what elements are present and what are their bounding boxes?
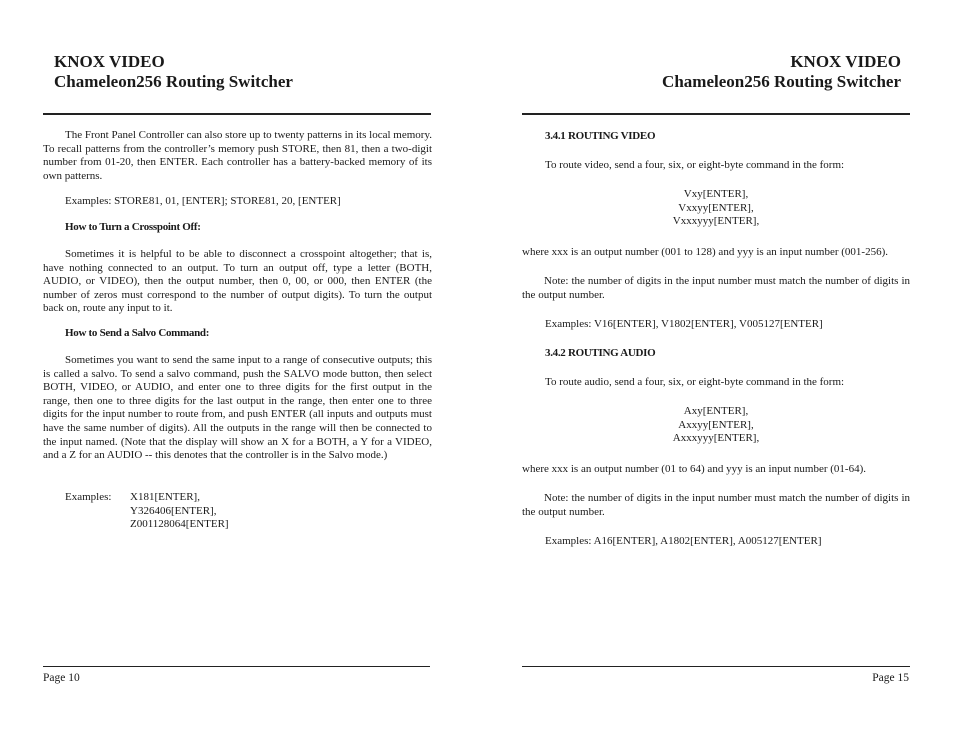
- routing-video-intro: To route video, send a four, six, or eight-byte command in the form:: [545, 159, 845, 171]
- salvo-examples: [65, 491, 431, 532]
- crosspoint-off-heading: How to Turn a Crosspoint Off:: [65, 221, 201, 233]
- routing-video-note: Note: the number of digits in the input number must match the number of digits in the output number.: [522, 275, 910, 301]
- routing-audio-where: where xxx is an output number (01 to 64) and yyy is an input number (01-64).: [522, 463, 866, 475]
- routing-audio-intro: To route audio, send a four, six, or eight-byte command in the form:: [545, 376, 845, 388]
- audio-command-form: Axy[ENTER],: [683, 405, 749, 417]
- right-page: [477, 0, 954, 738]
- crosspoint-off-paragraph: Sometimes it is helpful to be able to disconnect a crosspoint altogether; that is, have nothing connected to an output. To turn an output off, type a letter (BOTH, AUDIO, or VIDEO), then the output number, then 0, 00, or 000, then ENTER (the number of zeros must correspond to the number of output digits). To turn the output back on, route any input to it.: [43, 248, 432, 315]
- left-footer-rule: [43, 666, 430, 667]
- left-header: [54, 52, 293, 92]
- right-header: [662, 52, 901, 92]
- video-command-form: Vxxyy[ENTER],: [678, 201, 754, 214]
- right-header-rule: [522, 113, 910, 115]
- salvo-example-line: Z001128064[ENTER]: [130, 518, 229, 531]
- salvo-example-line: Y326406[ENTER],: [130, 504, 217, 517]
- audio-command-forms: [522, 405, 910, 446]
- right-footer-rule: [522, 666, 910, 667]
- salvo-paragraph: Sometimes you want to send the same input to a range of consecutive outputs; this is called a salvo. To send a salvo command, push the SALVO mode button, then select BOTH, VIDEO, or AUDIO, and enter one to three digits for the first output in the range, then one to three digits for the last output in the range, then enter one to three digits for the input number to route from, and push ENTER (all inputs and outputs must have the same number of digits). All the outputs in the range will then be connected to the input named. (Note that the display will show an X for a BOTH, a Y for a VIDEO, and a Z for an AUDIO -- this denotes that the controller is in the Salvo mode.): [43, 354, 432, 462]
- routing-audio-note: Note: the number of digits in the input number must match the number of digits in the output number.: [522, 492, 910, 518]
- video-command-form: Vxy[ENTER],: [683, 188, 749, 200]
- salvo-heading: How to Send a Salvo Command:: [65, 327, 210, 339]
- audio-command-form: Axxyy[ENTER],: [678, 418, 754, 431]
- video-command-form: Vxxxyyy[ENTER],: [672, 215, 760, 228]
- routing-video-where: where xxx is an output number (001 to 128) and yyy is an input number (001-256).: [522, 246, 888, 258]
- right-header-company: KNOX VIDEO: [790, 52, 901, 71]
- left-header-company: KNOX VIDEO: [54, 52, 165, 71]
- right-header-product: Chameleon256 Routing Switcher: [662, 72, 901, 91]
- store-examples: Examples: STORE81, 01, [ENTER]; STORE81, 20, [ENTER]: [65, 195, 341, 207]
- right-page-number: Page 15: [872, 672, 909, 684]
- audio-command-form: Axxxyyy[ENTER],: [672, 432, 760, 445]
- salvo-examples-label: Examples:: [65, 491, 112, 503]
- left-header-rule: [43, 113, 431, 115]
- routing-video-heading: 3.4.1 ROUTING VIDEO: [545, 130, 656, 142]
- store-patterns-paragraph: The Front Panel Controller can also store up to twenty patterns in its local memory. To recall patterns from the controller’s memory push STORE, then 81, then a two-digit number from 01-20, then ENTER. Each controller has a battery-backed memory of its own patterns.: [43, 129, 432, 182]
- routing-audio-heading: 3.4.2 ROUTING AUDIO: [545, 347, 656, 359]
- left-header-product: Chameleon256 Routing Switcher: [54, 72, 293, 91]
- salvo-example-line: X181[ENTER],: [130, 491, 200, 503]
- left-page-number: Page 10: [43, 672, 80, 684]
- video-command-forms: [522, 188, 910, 229]
- routing-video-examples: Examples: V16[ENTER], V1802[ENTER], V005127[ENTER]: [545, 318, 823, 330]
- routing-audio-examples: Examples: A16[ENTER], A1802[ENTER], A005127[ENTER]: [545, 535, 822, 547]
